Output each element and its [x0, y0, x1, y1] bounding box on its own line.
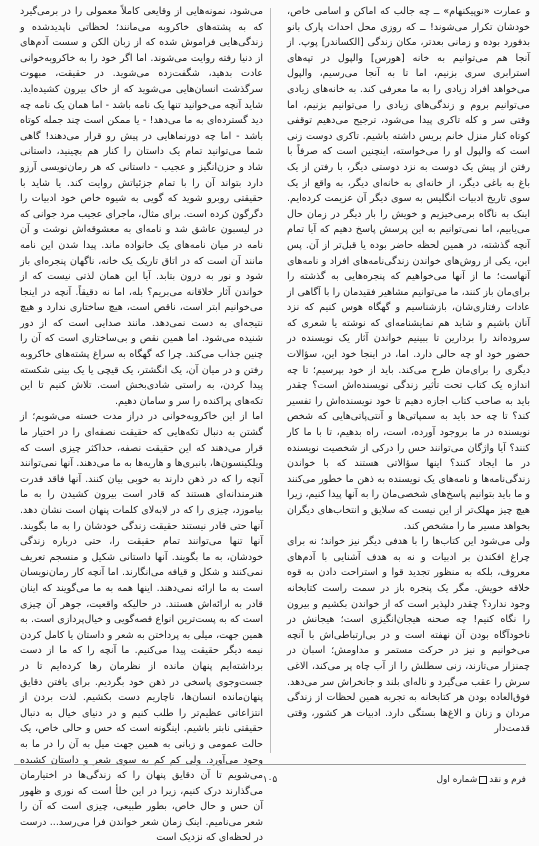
- paragraph: می‌شود، نمونه‌هایی از وقایعی کاملاً معمولی را در برمی‌گیرد که به پشته‌های خاکروبه می‌مانند؛ لحظاتی ناپدیدشده و زندگی‌هایی فراموش شده که از زبان الکن و سست آدم‌های از دنیا رفته روایت می‌شوند. اما اگر خود را به خاکروبه‌خوانی عادت بدهید، شگفت‌زده می‌شوید. در حقیقت، مبهوت سرگذشت انسان‌هایی می‌شوید که از خاک بیرون کشیده‌اید. شاید آنچه می‌خوانید تنها یک نامه باشد - اما همان یک نامه چه دید گسترده‌ای به ما می‌دهد! - یا ممکن است چند جمله کوتاه باشد - اما چه دورنماهایی در پیش رو قرار می‌دهند! گاهی شما می‌توانید تمام یک داستان را کنار هم بچینید، داستانی شاد و حزن‌انگیز و عجیب - داستانی که هر رمان‌نویسی آرزو دارد بتواند آن را با تمام جزئیاتش روایت کند. یا شاید با حقیقتی روبرو شوید که گویی به شیوه خاص خود ادبیات را دگرگون کرده است. برای مثال، ماجرای عجیب مرد جوانی که در لیسبون عاشق شد و نامه‌ای به معشوقه‌اش نوشت و آن نامه در میان نامه‌های یک خانواده ماند. پیدا شدن این نامه مانند آن است که در اتاق تاریک یک خانه، ناگهان پنجره‌ای باز شود و نور به درون بتابد. آیا این همان لذتی نیست که از خواندن آثار خلاقانه می‌بریم؟ بله، اما نه دقیقاً. آنچه در اینجا می‌خوانیم ابتر است، ناقص است، هیچ ساختاری ندارد و هیچ نتیجه‌ای به دست نمی‌دهد. مانند صدایی است که از دور شنیده می‌شود. اما همین نقص و بی‌ساختاری است که آن را چنین جذاب می‌کند. چرا که گهگاه به سراغ پشته‌های خاکروبه رفتن و در میان آن، یک انگشتر، یک قیچی یا یک بینی شکسته پیدا کردن، به راستی شادی‌بخش است. تلاش کنیم تا این تکه‌های پراکنده را سر و سامان دهیم.: [20, 6, 263, 407]
- footer-rule: [14, 764, 526, 765]
- paragraph: ولی می‌شود این کتاب‌ها را با هدفی دیگر نیز خواند؛ نه برای چراغ افکندن بر ادبیات و نه به هدف آشنایی با آدم‌های معروف، بلکه به منظور تجدید قوا و استراحت دادن به قوه خلاقه خویش. مگر یک پنجره باز در سمت راست کتابخانه وجود ندارد؟ چقدر دلپذیر است که از خواندن بکشیم و بیرون را نگاه کنیم! چه صحنه هیجان‌انگیزی است؛ هیجانش در ناخودآگاه بودن آن نهفته است و در بی‌ارتباطی‌اش با آنچه می‌خوانیم و نیز در حرکت مستمر و مداومش؛ اسبان در چمنزار می‌تازند، زنی سطلش را از آب چاه پر می‌کند، الاغی سرش را عقب می‌گیرد و ناله‌ای بلند و جانخراش سر می‌دهد. فوق‌العاده بودن هر کتابخانه به تجربه همین لحظات از زندگی مردان و زنان و الاغ‌ها بستگی دارد. ادبیات هر کشور، وقتی قدمت‌دار: [287, 536, 530, 735]
- square-separator-icon: [479, 776, 487, 784]
- left-text-column: [20, 4, 263, 844]
- footer-magazine-info: [400, 775, 526, 785]
- column-divider: [270, 8, 271, 753]
- page-number: ۱۰۵: [262, 775, 278, 785]
- right-text-column: [287, 4, 530, 756]
- paragraph: و عمارت «نوپیکنهام» ــ چه جالب که اماکن و اسامی خاص، خودشان تکرار می‌شوند! ــ که روزی محل احداث پارک بانو بدفورد بوده و زمانی بعدتر، مکان زندگی [الکساندر] پوپ. از آنجا هم می‌توانیم به خانه [هورس] والپول در تپه‌های استرابری سری بزنیم، اما تا به آنجا می‌رسیم، والپول می‌خواهد افراد زیادی را به ما معرفی کند. به خانه‌های زیادی می‌توانیم بروم و زندگی‌های زیادی را می‌توانیم بزنیم، اما وقتی سر و کله تاکری پیدا می‌شود، ترجیح می‌دهیم توقفی کوتاه کنار منزل خانم بریس داشته باشیم. تاکری دوست زنی است که والپول او را می‌خواسته، اینچنین است که صرفاً با رفتن از پیش یک دوست به نزد دوستی دیگر، با رفتن از یک باغ به باغی دیگر، از خانه‌ای به خانه‌ای دیگر، به واقع از یک سوی تاریخ ادبیات انگلیس به سوی دیگر آن عزیمت کرده‌ایم. اینک به ناگاه برمی‌خیزیم و خویش را بار دیگر در زمان حال می‌یابیم، اما نمی‌توانیم به این پرسش پاسخ دهیم که آیا تمام آنچه گذشته، در همین لحظه حاضر بوده یا قبل‌تر از آن. پس این، یکی از روش‌های خواندن زندگی‌نامه‌های افراد و نامه‌های آنهاست؛ ما از آنها می‌خواهیم که پنجره‌هایی به گذشته را برای‌مان باز کنند، ما می‌توانیم مشاهیر فقید‌مان را با آگاهی از عادات رفتاری‌شان، بازشناسیم و گهگاه هوس کنیم که نزد آنان باشیم و شاید هم نمایشنامه‌ای که نوشته یا شعری که سروده‌اند را بردارین تا ببینیم خواندن آثار یک نویسنده در حضور خود او چه حالی دارد. اما، در اینجا خود این، سؤالات دیگری را برای‌مان طرح می‌کند. باید از خود بپرسیم؛ تا چه اندازه یک کتاب تحت تأثیر زندگی نویسنده‌اش است؟ چقدر باید به صاحب کتاب اجازه دهیم تا خود نویسنده‌اش را تفسیر کند؟ تا چه حد باید به سمپاتی‌ها و آنتی‌پاتی‌هایی که شخص نویسنده در ما بروجود آورده، است، راه بدهیم، تا با ما کار کنند؟ آیا واژگان می‌توانند حس را درکی از شخصیت نویسنده در ما ایجاد کنند؟ اینها سؤالاتی هستند که با خواندن زندگی‌نامه‌ها و نامه‌های یک نویسنده به ذهن ما خطور می‌کنند و ما باید بتوانیم پاسخ‌های شخصی‌مان را به آنها پیدا کنیم، زیرا هیچ چیز مهلک‌تر از این نیست که سلایق و انتخاب‌های دیگران بخواهد مسیر ما را مشخص کند.: [287, 6, 530, 532]
- paragraph: اما از این خاکروبه‌خوانی در دراز مدت خسته می‌شویم؛ از گشتن به دنبال تکه‌هایی که حقیقت نصفه‌ای را در اختیار ما قرار می‌دهند که این حقیقت نصفه، حداکثر چیزی است که ویلکینسون‌ها، بانبری‌ها و هاریه‌ها به ما می‌دهند. آنها نمی‌توانند آنچه را که در ذهن دارند به خوبی بیان کنند. آنها فاقد قدرت هنرمندانه‌ای هستند که قادر است بیرون کشیدن را به ما بیاموزد، چیزی را که در لابه‌لای کلمات پنهان است نشان دهد. آنها حتی قادر نیستند حقیقت زندگی خودشان را به ما بگویند. آنها تنها می‌توانند تمام حقیقت را، حتی درباره زندگی خودشان، به ما بگویند. آنها داستانی شکیل و منسجم تعریف نمی‌کنند و شکل و قیافه می‌انگارند. اما آنچه کار رمان‌نویسان است به ما ارائه نمی‌دهند. اینها همه به ما می‌گویند که اینان قادر به ارائه‌اش هستند. در حالیکه واقعیت، جوهر آن چیزی است که به پست‌ترین انواع قصه‌گویی و خیال‌پردازی است. به همین جهت، میلی به پرداختن به شعر و داستان یا کامل کردن نیمه دیگر حقیقت پیدا می‌کنیم. ما آنچه را که ما از دست برداشته‌ایم پنهان مانده از نظرمان رها کرده‌ایم تا در جست‌وجوی پاسخی در ذهن خود بگردیم. برای یافتن دقایق پنهان‌مانده انسان‌ها، ناچاریم دست بکشیم. لذت بردن از انتزاعاتی عظیم‌تر را طلب کنیم و در دنیای خیال به دنبال حقیقتی نابتر باشیم. اینگونه است که حس و حالی خاص، یک حالت عمومی و زبانی به همین جهت میل به آن را در ما به وجود می‌آورد. ولی کم کم به سوی شعر و داستان کشیده می‌شویم تا آن دقایق پنهان را که زندگی‌ها در اختیارمان می‌گذارند درک کنیم، زیرا در این خلأ است که نوری و ظهور آن حس و حال خاص، بطور طبیعی، چیزی است که آن را شعر می‌نامیم. اینک زمان شعر خواندن فرا می‌رسد... درست در لحظه‌ای که نزدیک است: [20, 411, 263, 844]
- magazine-name: فرم و نقد: [489, 775, 526, 785]
- issue-label: شماره اول: [436, 775, 478, 785]
